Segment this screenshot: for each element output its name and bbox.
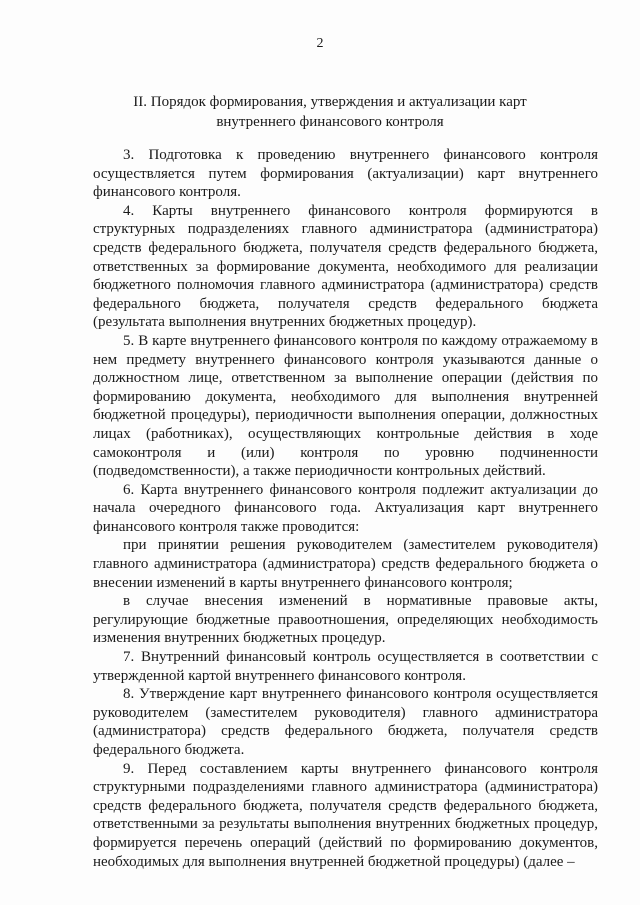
paragraph-6: 6. Карта внутреннего финансового контроля подлежит актуализации до начала очередного финансового года. Актуализация карт внутреннего финансового контроля также проводится: bbox=[93, 481, 598, 535]
paragraph-7: 7. Внутренний финансовый контроль осуществляется в соответствии с утвержденной картой внутреннего финансового контроля. bbox=[93, 649, 598, 684]
section-heading-line-1: II. Порядок формирования, утверждения и актуализации карт bbox=[133, 94, 527, 110]
paragraph-3: 3. Подготовка к проведению внутреннего финансового контроля осуществляется путем формирования (актуализации) карт внутреннего финансового контроля. bbox=[93, 147, 598, 201]
paragraph-4: 4. Карты внутреннего финансового контроля формируются в структурных подразделениях главного администратора (администратора) средств федерального бюджета, получателя средств федерального бюджета, ответственных за формирование документа, необходимого для реализации бюджетного полномочия главного администратора (администратора) средств федерального бюджета, получателя средств федерального бюджета (результата выполнения внутренних бюджетных процедур). bbox=[93, 202, 598, 331]
section-heading bbox=[95, 92, 565, 132]
paragraph-6-item-1: при принятии решения руководителем (заместителем руководителя) главного администратора (администратора) средств федерального бюджета о внесении изменений в карты внутреннего финансового контроля; bbox=[93, 537, 598, 591]
paragraph-5: 5. В карте внутреннего финансового контроля по каждому отражаемому в нем предмету внутреннего финансового контроля указываются данные о должностном лице, ответственном за выполнение операции (действия по формированию документа, необходимого для выполнения внутренней бюджетной процедуры), периодичности выполнения операции, должностных лицах (работниках), осуществляющих контрольные действия в ходе самоконтроля и (или) контроля по уровню подчиненности (подведомственности), а также периодичности контрольных действий. bbox=[93, 332, 598, 480]
paragraph-9: 9. Перед составлением карты внутреннего финансового контроля структурными подразделениями главного администратора (администратора) средств федерального бюджета, получателя средств федерального бюджета, ответственными за результаты выполнения внутренних бюджетных процедур, формируется перечень операций (действий по формированию документов, необходимых для выполнения внутренней бюджетной процедуры) (далее – bbox=[93, 760, 598, 870]
paragraph-8: 8. Утверждение карт внутреннего финансового контроля осуществляется руководителем (заместителем руководителя) главного администратора (администратора) средств федерального бюджета, получателя средств федерального бюджета. bbox=[93, 686, 598, 758]
document-body bbox=[93, 146, 598, 871]
page-number: 2 bbox=[316, 36, 324, 51]
paragraph-6-item-2: в случае внесения изменений в нормативные правовые акты, регулирующие бюджетные правоотношения, определяющих необходимость изменения внутренних бюджетных процедур. bbox=[93, 593, 598, 647]
section-heading-line-2: внутреннего финансового контроля bbox=[216, 114, 444, 130]
